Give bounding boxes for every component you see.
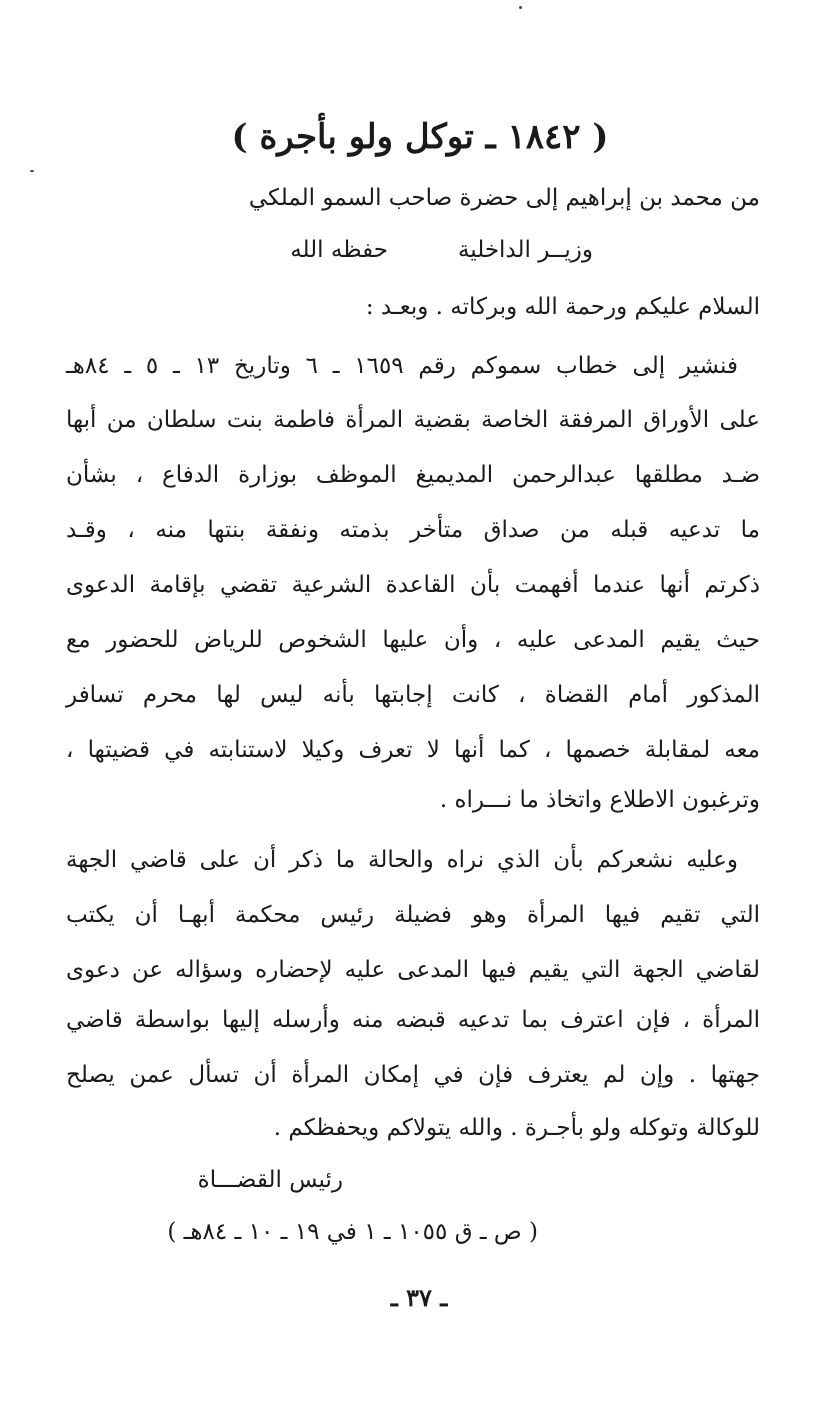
scan-speck xyxy=(30,170,34,172)
paragraph-1-line: المذكور أمام القضاة ، كانت إجابتها بأنه ليس لها محرم تسافر xyxy=(66,682,760,708)
scan-speck xyxy=(519,6,522,9)
paragraph-2-line: المرأة ، فإن اعترف بما تدعيه قبضه منه وأرسله إليها بواسطة قاضي xyxy=(66,1007,760,1033)
paragraph-1-line: ما تدعيه قبله من صداق متأخر بذمته ونفقة بنتها منه ، وقـد xyxy=(66,517,760,543)
paragraph-1-line: ذكرتم أنها عندما أفهمت بأن القاعدة الشرعية تقضي بإقامة الدعوى xyxy=(66,572,760,598)
greeting: السلام عليكم ورحمة الله وبركاته . وبعـد : xyxy=(365,294,760,320)
document-title: ( ١٨٤٢ ـ توكل ولو بأجرة ) xyxy=(231,117,609,157)
paragraph-2-line: لقاضي الجهة التي يقيم فيها المدعى عليه لإحضاره وسؤاله عن دعوى xyxy=(66,957,760,983)
paragraph-1-line: فنشير إلى خطاب سموكم رقم ١٦٥٩ ـ ٦ وتاريخ ١٣ ـ ٥ ـ ٨٤هـ xyxy=(66,353,738,379)
paragraph-2-line: وعليه نشعركم بأن الذي نراه والحالة ما ذكر أن على قاضي الجهة xyxy=(66,847,738,873)
paragraph-1-line: على الأوراق المرفقة الخاصة بقضية المرأة فاطمة بنت سلطان من أبها xyxy=(66,407,760,433)
recipient-position: وزيــر الداخلية xyxy=(457,237,593,263)
paragraph-1-line: ضـد مطلقها عبدالرحمن المديميغ الموظف بوزارة الدفاع ، بشأن xyxy=(66,462,760,488)
recipient-line xyxy=(290,230,593,270)
page-number: ـ ٣٧ ـ xyxy=(390,1283,448,1312)
paragraph-1-line: حيث يقيم المدعى عليه ، وأن عليها الشخوص للرياض للحضور مع xyxy=(66,627,760,653)
paragraph-2-line: التي تقيم فيها المرأة وهو فضيلة رئيس محكمة أبهـا أن يكتب xyxy=(66,902,760,928)
recipient-blessing: حفظه الله xyxy=(290,237,388,263)
reference-note: ( ص ـ ق ١٠٥٥ ـ ١ في ١٩ ـ ١٠ ـ ٨٤هـ ) xyxy=(167,1219,538,1245)
paragraph-1-line: وترغبون الاطلاع واتخاذ ما نـــراه . xyxy=(439,787,760,813)
paragraph-2-line: جهتها . وإن لم يعترف فإن في إمكان المرأة أن تسأل عمن يصلح xyxy=(66,1062,760,1088)
sender-line: من محمد بن إبراهيم إلى حضرة صاحب السمو الملكي xyxy=(248,185,760,211)
paragraph-2-line: للوكالة وتوكله ولو بأجـرة . والله يتولاكم ويحفظكم . xyxy=(273,1115,760,1141)
paragraph-1-line: معه لمقابلة خصمها ، كما أنها لا تعرف وكيلا لاستنابته في قضيتها ، xyxy=(66,737,760,763)
signature: رئيس القضـــاة xyxy=(197,1167,343,1193)
